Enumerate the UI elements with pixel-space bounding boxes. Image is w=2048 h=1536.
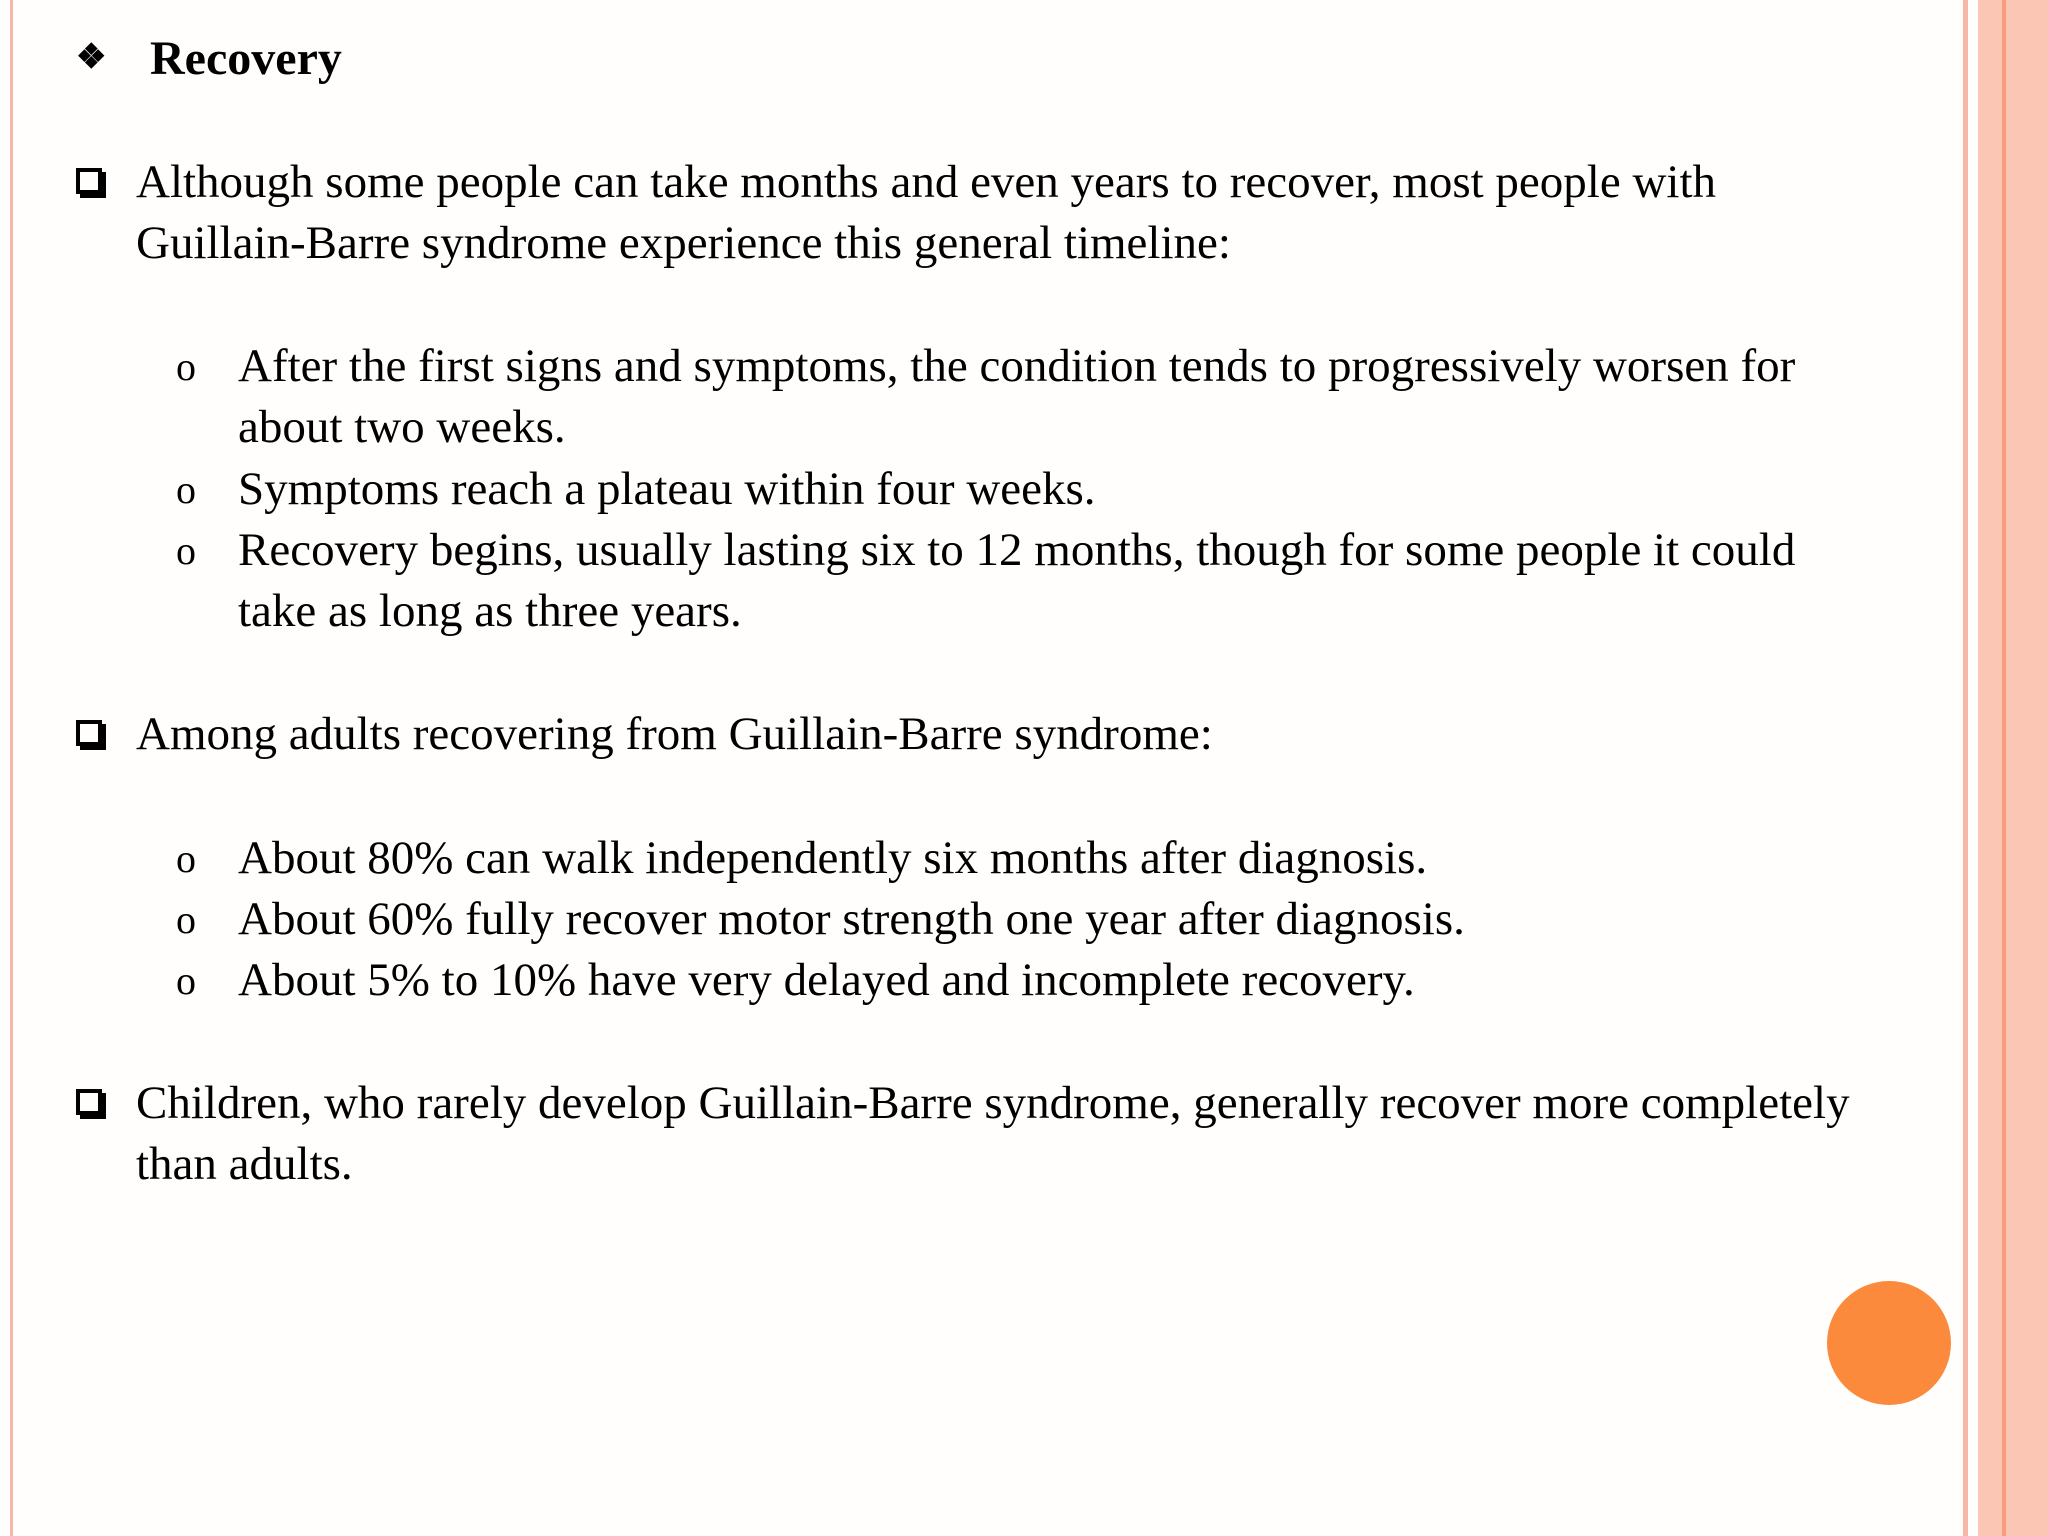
paragraph-text: Although some people can take months and even years to recover, most people with Guillain-Barre syndrome experience this general timeline: [136, 156, 1717, 269]
sub-item-text: About 60% fully recover motor strength one year after diagnosis. [238, 893, 1465, 945]
heading-title: Recovery [150, 32, 342, 85]
right-border-band-line [2002, 0, 2006, 1536]
sub-item [176, 336, 1876, 458]
paragraph-text: Among adults recovering from Guillain-Barre syndrome: [136, 708, 1213, 760]
bullet-paragraph-adults [76, 704, 1876, 765]
bullet-paragraph-children [76, 1073, 1876, 1195]
sub-item [176, 828, 1876, 889]
circle-bullet-icon: o [176, 467, 196, 512]
sub-item [176, 950, 1876, 1011]
sub-item [176, 889, 1876, 950]
sub-item-text: After the first signs and symptoms, the condition tends to progressively worsen for about two weeks. [238, 340, 1796, 453]
circle-bullet-icon: o [176, 344, 196, 389]
sub-item-text: About 80% can walk independently six months after diagnosis. [238, 832, 1428, 884]
checkbox-bullet-icon [76, 1089, 102, 1115]
checkbox-bullet-icon [76, 168, 102, 194]
circle-bullet-icon: o [176, 528, 196, 573]
paragraph-text: Children, who rarely develop Guillain-Barre syndrome, generally recover more completely than adults. [136, 1077, 1850, 1190]
slide-heading [76, 28, 342, 89]
circle-bullet-icon: o [176, 897, 196, 942]
left-border-line [10, 0, 13, 1536]
circle-bullet-icon: o [176, 958, 196, 1003]
sub-item-text: Recovery begins, usually lasting six to 12 months, though for some people it could take as long as three years. [238, 524, 1796, 637]
sub-item-text: Symptoms reach a plateau within four weeks. [238, 463, 1096, 515]
bullet-paragraph-timeline [76, 152, 1876, 274]
sub-item [176, 520, 1876, 642]
diamond-bullet-icon: ❖ [76, 39, 107, 76]
sub-item-text: About 5% to 10% have very delayed and incomplete recovery. [238, 954, 1415, 1006]
decorative-orange-circle [1827, 1281, 1951, 1405]
sub-item [176, 459, 1876, 520]
checkbox-bullet-icon [76, 720, 102, 746]
right-border-line [1963, 0, 1968, 1536]
right-border-band [1978, 0, 2048, 1536]
circle-bullet-icon: o [176, 836, 196, 881]
